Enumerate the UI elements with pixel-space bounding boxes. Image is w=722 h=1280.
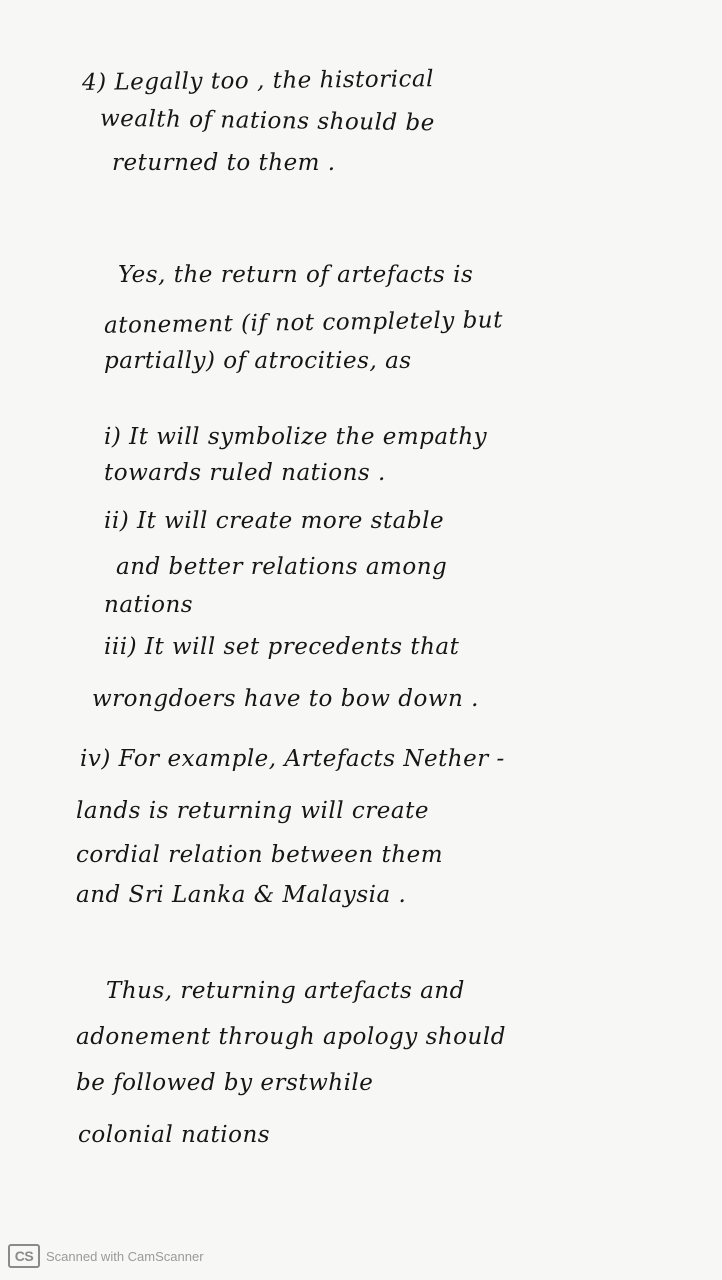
text-line: and better relations among — [116, 554, 448, 580]
text-line: Yes, the return of artefacts is — [118, 262, 474, 288]
text-line: Thus, returning artefacts and — [106, 978, 465, 1004]
camscanner-logo-icon: CS — [8, 1244, 40, 1268]
text-line: towards ruled nations . — [104, 460, 386, 486]
text-line: iv) For example, Artefacts Nether - — [80, 746, 505, 772]
text-line: ii) It will create more stable — [104, 508, 445, 534]
text-line: partially) of atrocities, as — [104, 348, 412, 374]
text-line: atonement (if not completely but — [103, 307, 504, 339]
text-line: nations — [104, 592, 194, 618]
text-line: colonial nations — [78, 1122, 271, 1148]
text-line: adonement through apology should — [76, 1024, 506, 1050]
text-line: wrongdoers have to bow down . — [92, 686, 479, 712]
text-line: iii) It will set precedents that — [104, 634, 460, 660]
text-line: be followed by erstwhile — [76, 1070, 374, 1096]
text-line: and Sri Lanka & Malaysia . — [76, 882, 407, 908]
text-line: i) It will symbolize the empathy — [104, 424, 488, 450]
camscanner-watermark — [8, 1244, 204, 1268]
text-line: wealth of nations should be — [99, 105, 435, 137]
text-line: cordial relation between them — [76, 842, 444, 868]
text-line: 4) Legally too , the historical — [81, 66, 435, 96]
watermark-text: Scanned with CamScanner — [46, 1248, 204, 1264]
text-line: returned to them . — [112, 150, 336, 176]
text-line: lands is returning will create — [76, 798, 429, 824]
